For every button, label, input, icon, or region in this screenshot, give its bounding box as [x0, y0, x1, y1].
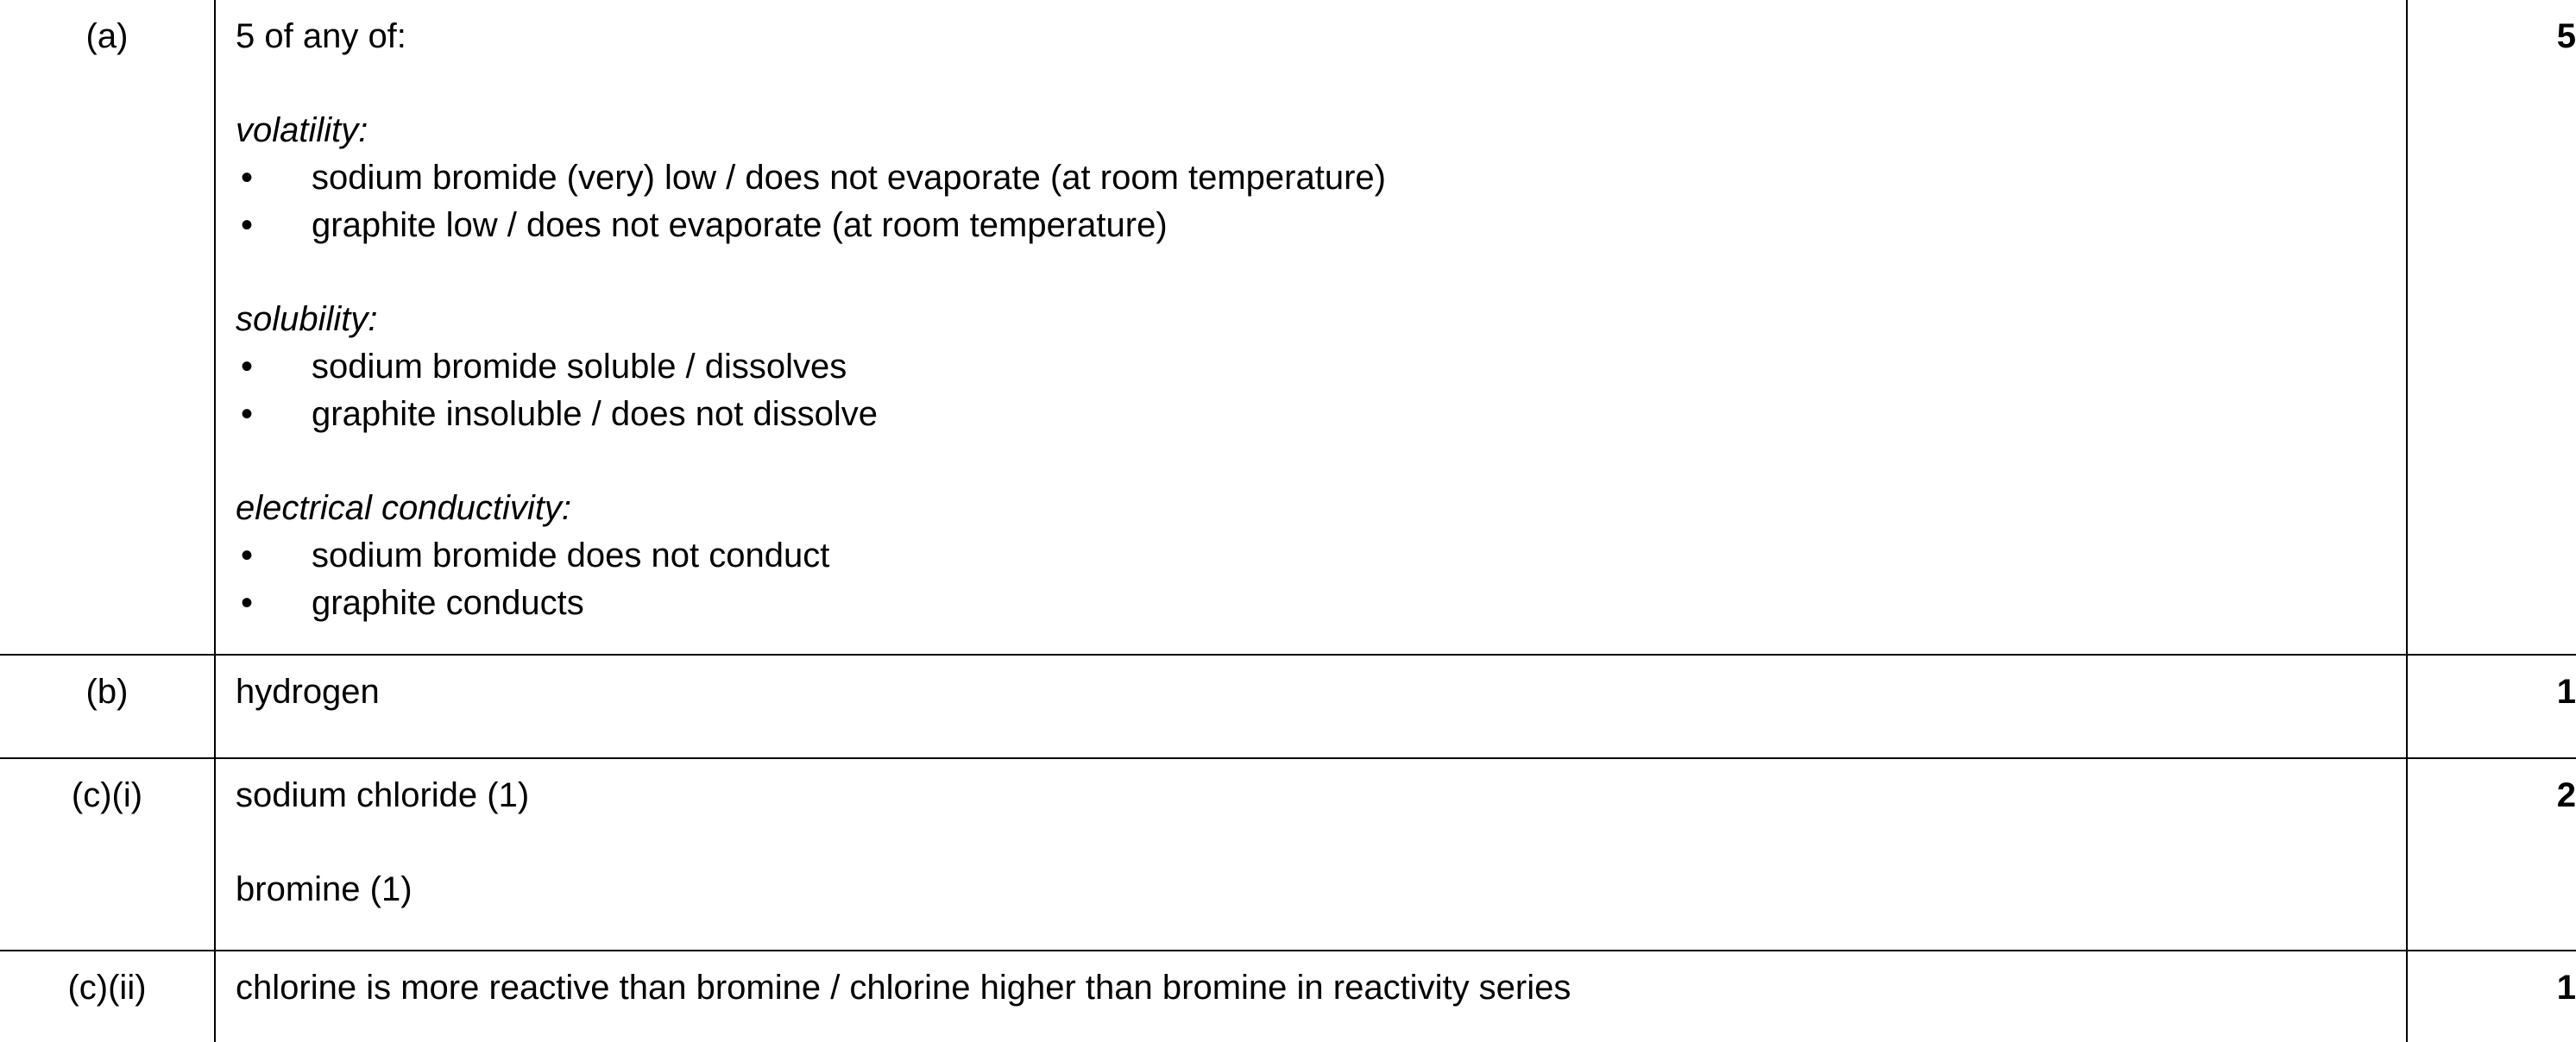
question-part: (b) — [0, 655, 215, 758]
bullet-icon: • — [241, 348, 254, 386]
list-item — [236, 532, 2406, 580]
question-part: (a) — [0, 0, 215, 655]
answer-cell — [215, 758, 2407, 951]
answer-cell — [215, 951, 2407, 1042]
group-heading-volatility: volatility: — [236, 111, 368, 149]
group-heading-solubility: solubility: — [236, 300, 378, 338]
bullet-text: sodium bromide does not conduct — [312, 537, 830, 574]
list-item — [236, 343, 2406, 391]
answer-text: sodium chloride (1) — [236, 776, 530, 814]
marks-cell: 1 — [2407, 951, 2576, 1042]
question-part: (c)(i) — [0, 758, 215, 951]
table-row — [0, 655, 2576, 758]
bullet-icon: • — [241, 537, 254, 574]
answer-intro: 5 of any of: — [236, 17, 406, 55]
list-item — [236, 391, 2406, 438]
table-row — [0, 758, 2576, 951]
marks-cell: 2 — [2407, 758, 2576, 951]
list-item — [236, 154, 2406, 202]
bullet-text: sodium bromide (very) low / does not evaporate (at room temperature) — [312, 159, 1386, 197]
bullet-icon: • — [241, 206, 254, 244]
bullet-text: graphite low / does not evaporate (at room temperature) — [312, 206, 1168, 244]
bullet-text: sodium bromide soluble / dissolves — [312, 348, 847, 386]
marks-cell: 1 — [2407, 655, 2576, 758]
bullet-text: graphite insoluble / does not dissolve — [312, 395, 878, 433]
bullet-icon: • — [241, 584, 254, 622]
group-heading-electrical-conductivity: electrical conductivity: — [236, 489, 572, 527]
list-item — [236, 202, 2406, 249]
answer-text: chlorine is more reactive than bromine / chlorine higher than bromine in reactivity series — [236, 969, 1571, 1007]
table-row — [0, 951, 2576, 1042]
bullet-icon: • — [241, 395, 254, 433]
answer-text: bromine (1) — [236, 870, 413, 908]
list-item — [236, 580, 2406, 627]
answer-text: hydrogen — [236, 673, 380, 711]
answer-cell — [215, 0, 2407, 655]
bullet-icon: • — [241, 159, 254, 197]
answer-cell — [215, 655, 2407, 758]
marks-cell: 5 — [2407, 0, 2576, 655]
question-part: (c)(ii) — [0, 951, 215, 1042]
bullet-text: graphite conducts — [312, 584, 584, 622]
